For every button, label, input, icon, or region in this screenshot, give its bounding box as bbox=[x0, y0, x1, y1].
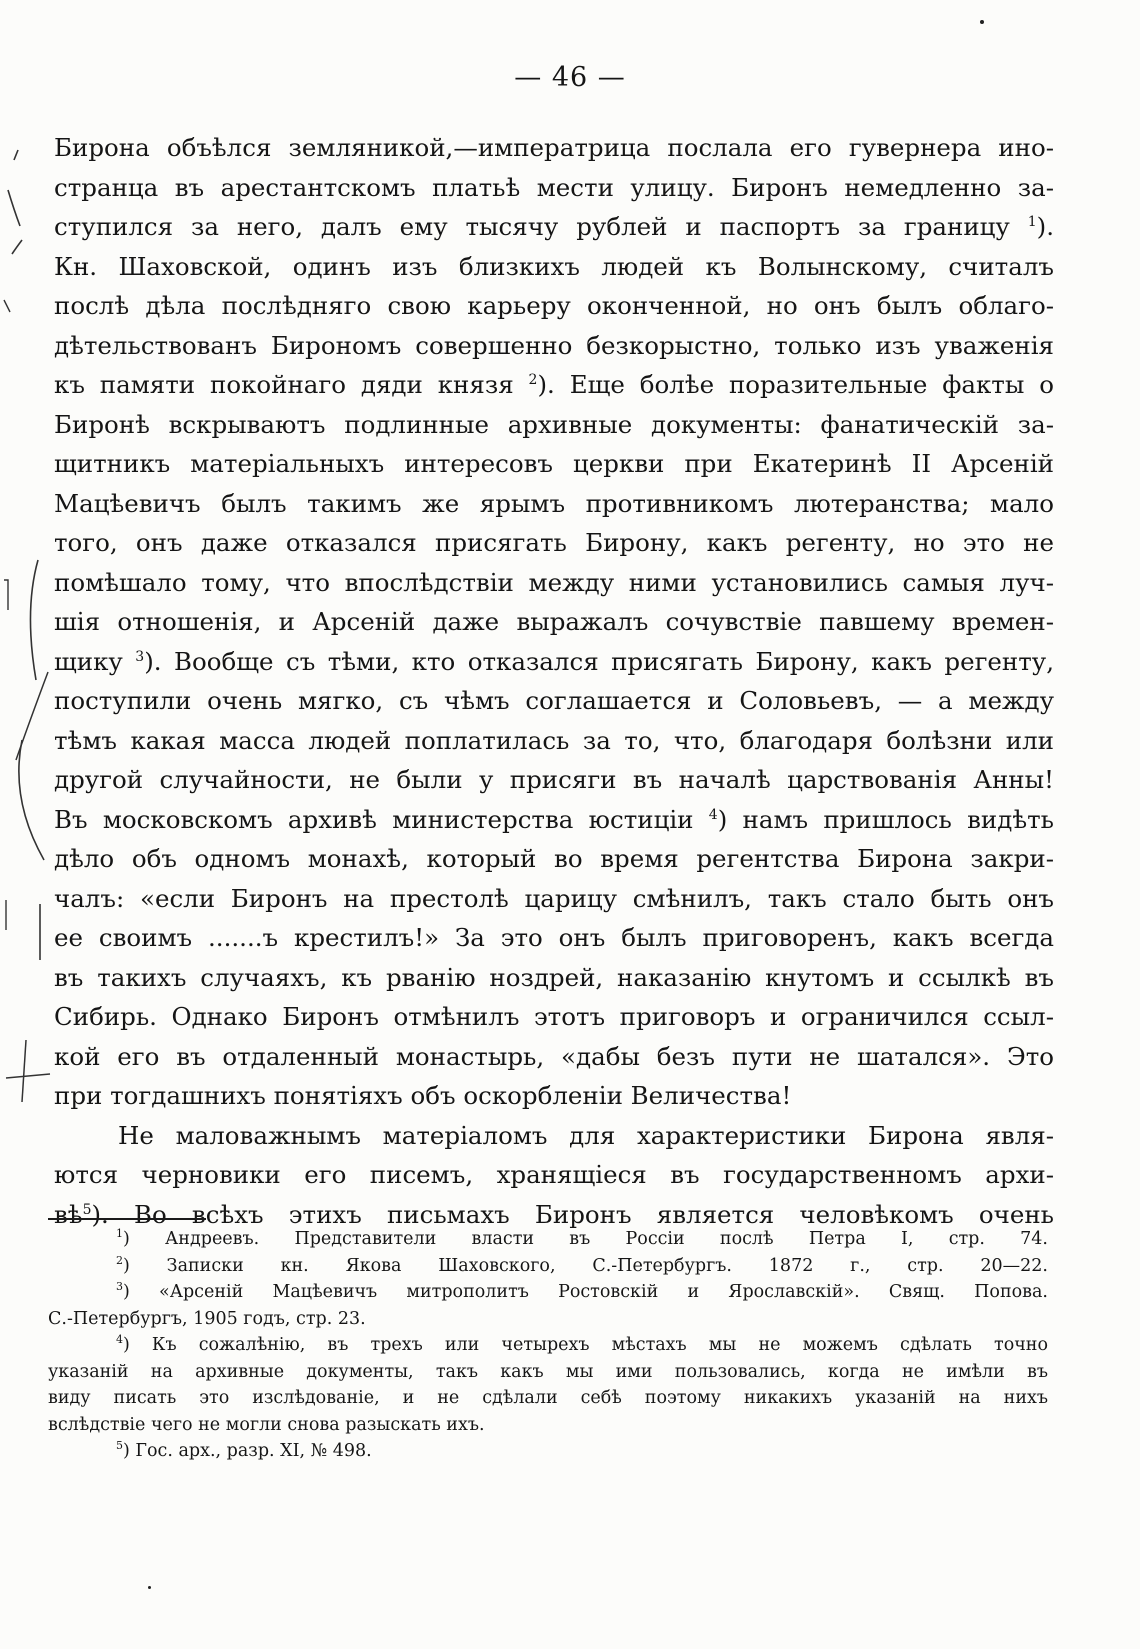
footnote-ref-1: 1 bbox=[1027, 213, 1037, 230]
footnote-1-text: ) Андреевъ. Представители власти въ Россіи послѣ Петра I, стр. 74. bbox=[123, 1229, 1048, 1249]
footnote-4-continuation-1: указаній на архивные документы, такъ какъ мы ими пользовались, когда не имѣли въ bbox=[48, 1361, 1048, 1382]
text-line-12: помѣшало тому, что впослѣдствіи между ними установились самыя луч- bbox=[54, 567, 1054, 597]
footnote-5 bbox=[48, 1438, 1048, 1465]
text-line-3 bbox=[54, 207, 1054, 247]
text-line-1: Бирона объѣлся земляникой,—императрица послала его гувернера ино- bbox=[54, 133, 1054, 162]
footnote-ref-4: 4 bbox=[708, 806, 718, 823]
footnote-3-text: ) «Арсеній Мацѣевичъ митрополитъ Ростовскій и Ярославскій». Свящ. Попова. bbox=[123, 1282, 1048, 1302]
text-line-21: ее своимъ .......ъ крестилъ!» За это онъ былъ приговоренъ, какъ всегда bbox=[54, 923, 1054, 952]
text-line-14 bbox=[54, 642, 1054, 682]
footnotes bbox=[48, 1226, 1048, 1465]
footnote-2 bbox=[48, 1253, 1048, 1280]
text-line-13: шія отношенія, и Арсеній даже выражалъ сочувствіе павшему времен- bbox=[54, 607, 1054, 636]
text-line-7 bbox=[54, 365, 1054, 405]
footnote-3-ref: 3 bbox=[116, 1280, 123, 1294]
text-line-17: другой случайности, не были у присяги въ началѣ царствованія Анны! bbox=[54, 765, 1054, 794]
page-number: — 46 — bbox=[514, 62, 626, 93]
text-line-19: дѣло объ одномъ монахѣ, который во время регентства Бирона закри- bbox=[54, 844, 1054, 873]
footnote-4-continuation-3: вслѣдствіе чего не могли снова разыскать ихъ. bbox=[48, 1414, 485, 1435]
text-line-24: кой его въ отдаленный монастырь, «дабы безъ пути не шатался». Это bbox=[54, 1041, 1054, 1071]
paragraph-2-line-3-body: вѣ bbox=[54, 1199, 83, 1229]
text-line-20: чалъ: «если Биронъ на престолѣ царицу смѣнилъ, такъ стало быть онъ bbox=[54, 883, 1054, 913]
text-line-9: щитникъ матеріальныхъ интересовъ церкви при Екатеринѣ II Арсеній bbox=[54, 449, 1054, 478]
text-line-3-end: ). bbox=[1036, 212, 1054, 241]
footnote-4-ref: 4 bbox=[116, 1333, 123, 1347]
footnote-5-ref: 5 bbox=[116, 1439, 123, 1453]
text-line-8: Биронѣ вскрываютъ подлинные архивные документы: фанатическій за- bbox=[54, 409, 1054, 439]
text-line-11: того, онъ даже отказался присягать Бирону, какъ регенту, но это не bbox=[54, 528, 1054, 557]
text-line-22: въ такихъ случаяхъ, къ рванію ноздрей, наказанію кнутомъ и ссылкѣ въ bbox=[54, 962, 1054, 992]
paragraph-2-line-1: Не маловажнымъ матеріаломъ для характеристики Бирона явля- bbox=[118, 1120, 1054, 1150]
text-line-10: Мацѣевичъ былъ такимъ же ярымъ противникомъ лютеранства; мало bbox=[54, 488, 1054, 518]
margin-stroke-2 bbox=[12, 240, 22, 254]
ink-speck-bottom bbox=[148, 1586, 151, 1589]
footnote-1-ref: 1 bbox=[116, 1227, 123, 1241]
text-line-14-end: ). Вообще съ тѣми, кто отказался присягать Бирону, какъ регенту, bbox=[144, 646, 1054, 676]
margin-cross-vertical bbox=[22, 1040, 26, 1102]
margin-tick-2 bbox=[4, 300, 10, 312]
text-line-16: тѣмъ какая масса людей поплатилась за то, что, благодаря болѣзни или bbox=[54, 725, 1054, 755]
text-line-6: дѣтельствованъ Бирономъ совершенно безкорыстно, только изъ уваженія bbox=[54, 330, 1054, 360]
footnote-3-continuation: С.-Петербургъ, 1905 годъ, стр. 23. bbox=[48, 1308, 366, 1329]
text-line-14-body: щику bbox=[54, 646, 123, 676]
text-line-18 bbox=[54, 800, 1054, 840]
text-line-25: при тогдашнихъ понятіяхъ объ оскорбленіи Величества! bbox=[54, 1081, 792, 1110]
text-line-4: Кн. Шаховской, одинъ изъ близкихъ людей къ Волынскому, считалъ bbox=[54, 251, 1054, 281]
footnote-1 bbox=[48, 1226, 1048, 1253]
footnote-2-text: ) Записки кн. Якова Шаховского, С.-Петербургъ. 1872 г., стр. 20—22. bbox=[123, 1255, 1048, 1276]
text-line-3-body: ступился за него, далъ ему тысячу рублей и паспортъ за границу bbox=[54, 212, 1010, 241]
text-line-18-end: ) намъ пришлось видѣть bbox=[717, 804, 1054, 834]
margin-cross-horizontal bbox=[6, 1074, 50, 1078]
footnote-3 bbox=[48, 1279, 1048, 1306]
footnote-separator bbox=[48, 1218, 206, 1220]
footnote-ref-5: 5 bbox=[82, 1201, 92, 1218]
margin-bracket-1 bbox=[4, 580, 8, 610]
text-line-5: послѣ дѣла послѣдняго свою карьеру оконченной, но онъ былъ облаго- bbox=[54, 291, 1054, 320]
paragraph-2-line-2: ются черновики его писемъ, хранящіеся въ государственномъ архи- bbox=[54, 1160, 1054, 1189]
paragraph-2-line-3-end: ). Во всѣхъ этихъ письмахъ Биронъ является человѣкомъ очень bbox=[91, 1199, 1054, 1229]
text-line-2: странца въ арестантскомъ платьѣ мести улицу. Биронъ немедленно за- bbox=[54, 172, 1054, 202]
footnote-ref-2: 2 bbox=[528, 371, 538, 388]
margin-tick-1 bbox=[14, 150, 18, 160]
text-line-15: поступили очень мягко, съ чѣмъ соглашается и Соловьевъ, — а между bbox=[54, 686, 1054, 715]
text-line-23: Сибирь. Однако Биронъ отмѣнилъ этотъ приговоръ и ограничился ссыл- bbox=[54, 1002, 1054, 1031]
footnote-4 bbox=[48, 1332, 1048, 1359]
margin-bracket-2 bbox=[30, 560, 38, 680]
text-line-7-end: ). Еще болѣе поразительные факты о bbox=[537, 370, 1054, 399]
footnote-2-ref: 2 bbox=[116, 1253, 123, 1267]
footnote-5-text: ) Гос. арх., разр. XI, № 498. bbox=[123, 1441, 372, 1461]
footnote-4-text: ) Къ сожалѣнію, въ трехъ или четырехъ мѣстахъ мы не можемъ сдѣлать точно bbox=[123, 1335, 1048, 1355]
ink-speck-top-right bbox=[980, 20, 984, 24]
text-line-18-body: Въ московскомъ архивѣ министерства юстиціи bbox=[54, 804, 694, 834]
footnote-ref-3: 3 bbox=[135, 648, 145, 665]
margin-annotations bbox=[0, 0, 60, 1649]
margin-bracket-3 bbox=[19, 740, 44, 860]
text-line-7-body: къ памяти покойнаго дяди князя bbox=[54, 370, 514, 399]
main-text bbox=[54, 128, 1054, 1234]
footnote-4-continuation-2: виду писать это изслѣдованіе, и не сдѣлали себѣ поэтому никакихъ указаній на нихъ bbox=[48, 1388, 1048, 1408]
margin-stroke-1 bbox=[8, 190, 20, 226]
